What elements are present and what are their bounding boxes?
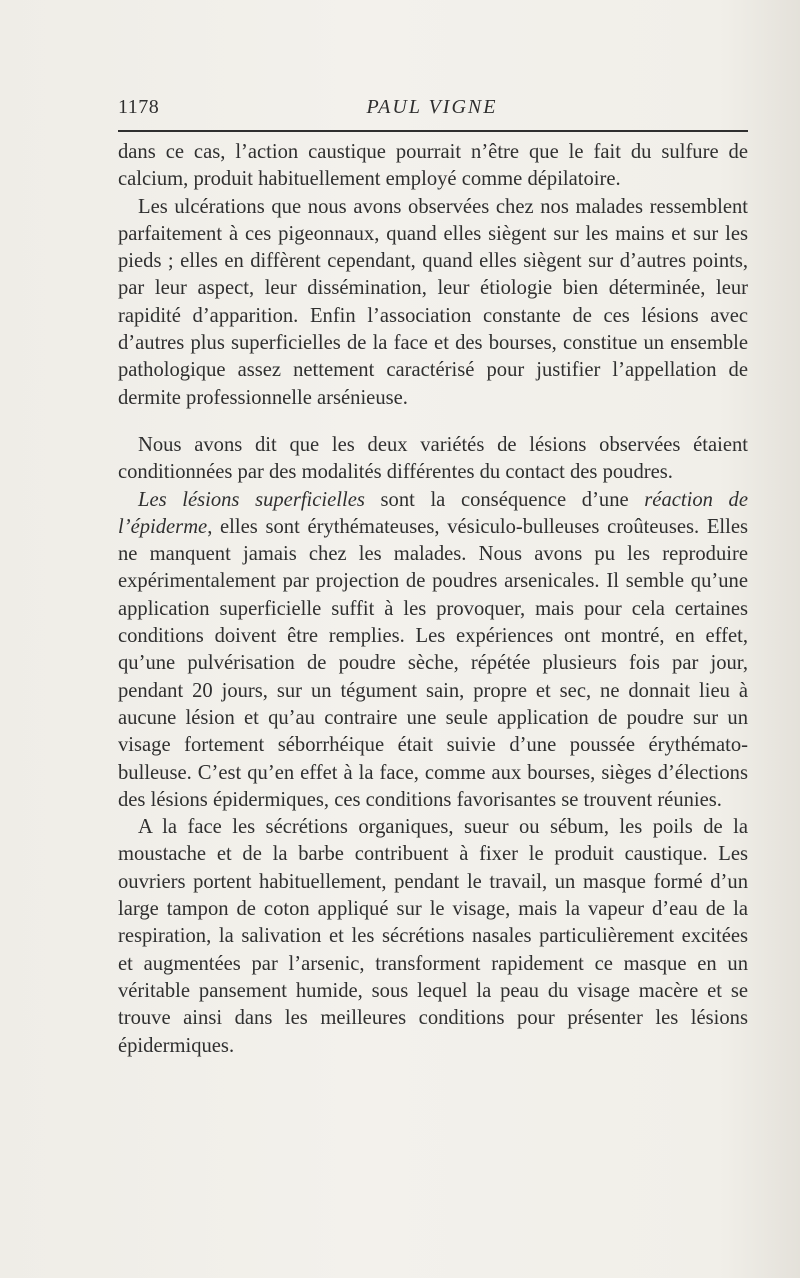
page-number: 1178 bbox=[118, 96, 160, 118]
body-text bbox=[118, 139, 748, 1060]
paragraph-varietes: Nous avons dit que les deux variétés de lésions observées étaient conditionnées par des modalités différentes du contact des poudres. bbox=[118, 433, 748, 484]
italic-term-reaction: réaction de l’épiderme bbox=[118, 488, 748, 538]
paragraph-text: , elles sont érythémateuses, vésiculo-bulleuses croûteuses. Elles ne manquent jamais chez les malades. Nous avons pu les reproduire expérimentalement par projection de poudres arsenicales. Il semble qu’une application superficielle suffit à les provoquer, mais pour cela certaines conditions doivent être remplies. Les expériences ont montré, en effet, qu’une pulvérisation de poudre sèche, répétée plusieurs fois par jour, pendant 20 jours, sur un tégument sain, propre et sec, ne donnait lieu à aucune lésion et qu’au contraire une seule application de poudre sur un visage fortement séborrhéique était suivie d’une poussée érythémato-bulleuse. C’est qu’en effet à la face, comme aux bourses, sièges d’élections des lésions épidermiques, ces conditions favorisantes se trouvent réunies. bbox=[118, 515, 748, 811]
paragraph-text: sont la conséquence d’une bbox=[364, 488, 645, 511]
paragraph-ulcerations: Les ulcérations que nous avons observées chez nos malades ressemblent parfaitement à ces pigeonnaux, quand elles siègent sur les mains et sur les pieds ; elles en diffèrent cependant, quand elles siègent sur d’autres points, par leur aspect, leur dissémination, leur étiologie bien déterminée, leur rapidité d’apparition. Enfin l’association constante de ces lésions avec d’autres plus superficielles de la face et des bourses, constitue un ensemble pathologique assez nettement caractérisé pour justifier l’appellation de dermite professionnelle arsénieuse. bbox=[118, 195, 748, 409]
header-rule bbox=[118, 130, 748, 132]
paragraph-face: A la face les sécrétions organiques, sueur ou sébum, les poils de la moustache et de la barbe contribuent à fixer le produit caustique. Les ouvriers portent habituellement, pendant le travail, un masque formé d’un large tampon de coton appliqué sur le visage, mais la vapeur d’eau de la respiration, la salivation et les sécrétions nasales particulièrement excitées et augmentées par l’arsenic, transforment rapidement ce masque en un véritable pansement humide, sous lequel la peau du visage macère et se trouve ainsi dans les meilleures conditions pour présenter les lésions épidermiques. bbox=[118, 816, 748, 1057]
running-head: PAUL VIGNE bbox=[366, 96, 498, 118]
page-header bbox=[118, 96, 746, 126]
paragraph-lesions-superficielles bbox=[118, 487, 748, 815]
paragraph-continuation: dans ce cas, l’action caustique pourrait n’être que le fait du sulfure de calcium, produit habituellement employé comme dépilatoire. bbox=[118, 141, 748, 191]
italic-term-lesions: Les lésions superficielles bbox=[138, 488, 365, 511]
